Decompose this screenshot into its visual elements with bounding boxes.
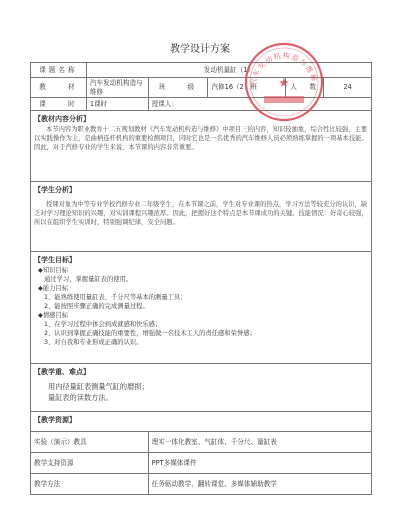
- lesson-plan-table: [30, 62, 372, 495]
- seal-text: 汽车发动机构造与维修: [249, 51, 318, 87]
- content-analysis-section: [31, 111, 372, 182]
- content-analysis-heading: 【教材内容分析】: [34, 115, 90, 123]
- textbook-value: 汽车发动机构造与维修: [86, 78, 148, 98]
- ability-goal-heading: ◆能力目标: [38, 285, 69, 292]
- key-point-item: 用内径量缸表测量气缸的磨损；: [48, 382, 149, 391]
- period-value: 1课时: [86, 98, 148, 111]
- key-points-heading: 【教学重、难点】: [34, 368, 90, 376]
- emotion-goal-item: 2、认识到掌握正确技能的重要性，增强做一名技术工人的责任感和荣誉感；: [44, 330, 256, 337]
- goals-heading: 【学生目标】: [34, 256, 76, 264]
- resource-label: 实验（演示）教具: [31, 432, 149, 453]
- teacher-label: 授课人：: [148, 98, 371, 111]
- goals-section: [31, 252, 372, 364]
- resource-value: 任务驱动教学、翻转课堂、多媒体辅助教学: [148, 474, 371, 495]
- knowledge-goal-heading: ◆知识目标: [38, 267, 69, 274]
- resource-label: 教学方法: [31, 474, 149, 495]
- resource-value: PPT多媒体课件: [148, 453, 371, 474]
- class-value: 汽修16（2）班: [208, 78, 286, 98]
- topic-label: 课题名称: [31, 63, 87, 78]
- ability-goal-item: 2、能按照步骤正确的完成测量过程。: [44, 303, 149, 310]
- ability-goal-item: 1、能熟练使用量缸表、千分尺等基本的测量工具；: [44, 294, 187, 301]
- resources-heading: 【教学资源】: [34, 416, 76, 424]
- headcount-label: 人 数: [286, 78, 324, 98]
- student-analysis-text: 授课对象为中等专业学校汽修专业二年级学生，在本节课之前，学生对专业课的热点，学习方法等较充分的认识，缺乏对学习理论知识的兴趣，对实训课程兴趣浓厚。因此，把握好这个特点是本节课成功的关键。技能情况：好奇心较强，所以在组织学生实训时，特别强调纪律，安全问题。: [34, 201, 368, 226]
- seal-star-icon: ★: [278, 76, 290, 91]
- period-row: [31, 98, 372, 111]
- resource-row: [31, 453, 372, 474]
- resource-row: [31, 432, 372, 453]
- textbook-label: 教 材: [31, 78, 87, 98]
- emotion-goal-heading: ◆情感目标: [38, 312, 69, 319]
- resources-heading-row: [31, 412, 372, 432]
- resource-value: 理实一体化教室、气缸体、千分尺、量缸表: [148, 432, 371, 453]
- document-title: 教学设计方案: [170, 44, 230, 55]
- knowledge-goal-item: 通过学习，掌握量缸表的使用。: [44, 276, 133, 283]
- student-analysis-heading: 【学生分析】: [34, 186, 76, 194]
- headcount-value: 24: [324, 78, 372, 98]
- class-label: 班 级: [148, 78, 208, 98]
- resource-label: 教学支持资源: [31, 453, 149, 474]
- topic-row: [31, 63, 372, 78]
- content-analysis-text: 本节内容为职业教育十二五规划教材《汽车发动机构造与维修》中项目三的内容，知识较抽象，综合性比较强，主要以实践操作为主，是曲柄连杆机构的重要检测项目，同时它也是一名优秀的汽车维修人员必须熟练掌握的一项基本技能。因此，对于汽修专业的学生来说，本节课的内容非常重要。: [34, 126, 368, 151]
- key-point-item: 量缸表的读数方法。: [48, 393, 113, 402]
- textbook-row: [31, 78, 372, 98]
- resource-row: [31, 474, 372, 495]
- emotion-goal-item: 1、在学习过程中体会到成就感和快乐感；: [44, 321, 162, 328]
- key-points-section: [31, 364, 372, 412]
- student-analysis-section: [31, 182, 372, 252]
- topic-value: 发动机量缸（1）: [86, 63, 371, 78]
- period-label: 课 时: [31, 98, 87, 111]
- emotion-goal-item: 3、对自我和专业形成正确的认识。: [44, 339, 143, 346]
